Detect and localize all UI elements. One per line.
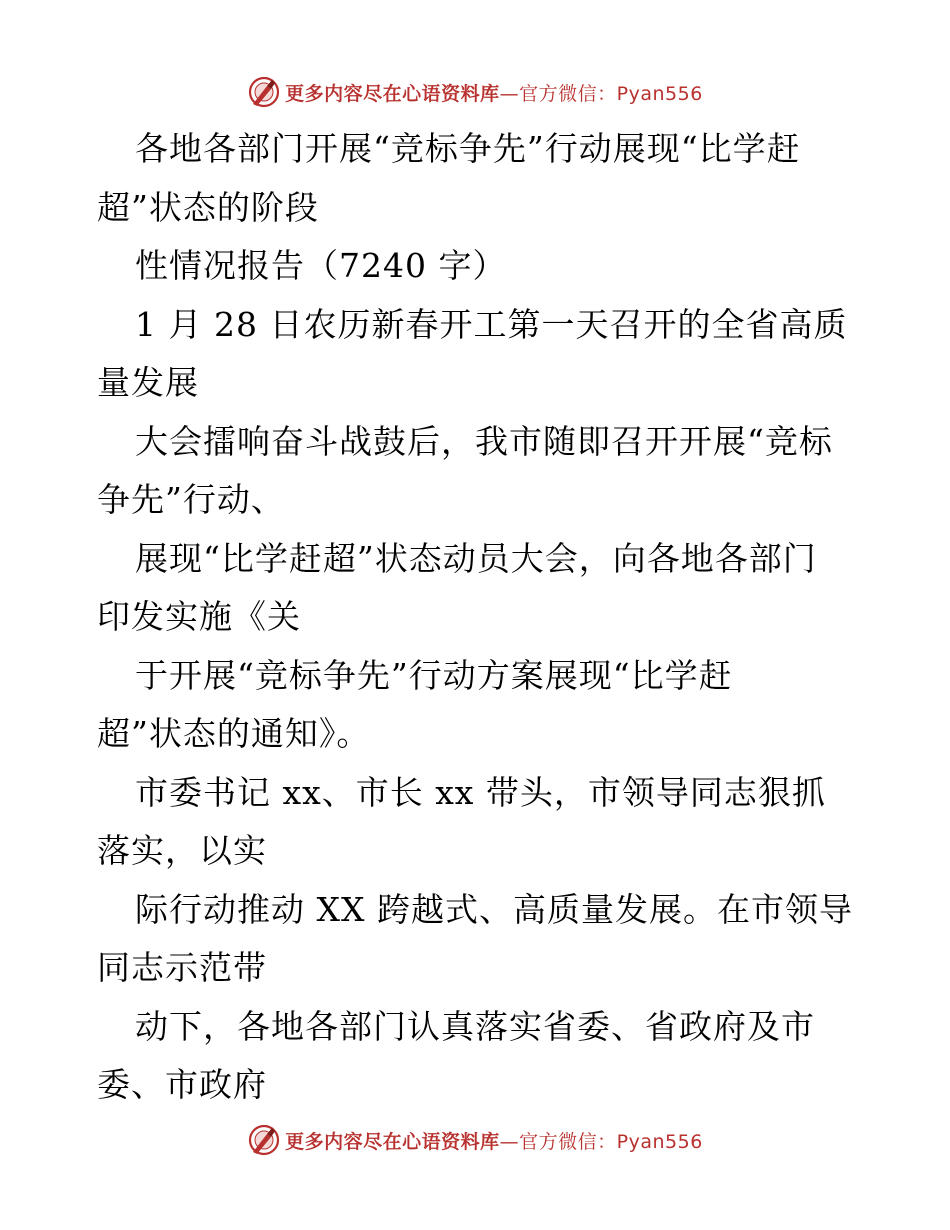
watermark-text: 更多内容尽在心语资料库—官方微信：Pyan556 xyxy=(285,1130,703,1153)
text-line xyxy=(97,998,857,1057)
text-line xyxy=(97,764,857,823)
line-text: 1 月 28 日农历新春开工第一天召开的全省高质 xyxy=(135,304,848,344)
line-text: 各地各部门开展“竞标争先”行动展现“比学赶 xyxy=(135,129,801,168)
line-text: 同志示范带 xyxy=(97,948,267,987)
text-line xyxy=(97,822,857,881)
watermark-text: 更多内容尽在心语资料库—官方微信：Pyan556 xyxy=(285,82,703,105)
line-text: 动下，各地各部门认真落实省委、省政府及市 xyxy=(135,1006,815,1046)
text-line xyxy=(97,530,857,589)
document-body xyxy=(97,120,857,1115)
text-line xyxy=(97,179,857,238)
line-text: 超”状态的阶段 xyxy=(97,187,319,227)
pen-seal-logo-icon xyxy=(247,1123,281,1157)
text-line xyxy=(97,1056,857,1115)
line-text: 印发实施《关 xyxy=(97,597,301,636)
line-text: 市委书记 xx、市长 xx 带头，市领导同志狠抓 xyxy=(135,772,826,812)
line-text: 大会擂响奋斗战鼓后，我市随即召开开展“竞标 xyxy=(135,421,833,461)
line-text: 性情况报告（7240 字） xyxy=(135,246,507,285)
line-text: 量发展 xyxy=(97,363,199,402)
footer-watermark xyxy=(0,1120,950,1160)
line-text: 超”状态的通知》。 xyxy=(97,714,371,753)
text-line xyxy=(97,120,857,179)
text-line xyxy=(97,939,857,998)
text-line xyxy=(97,647,857,706)
text-line xyxy=(97,237,857,296)
pen-seal-logo-icon xyxy=(247,75,281,109)
line-text: 委、市政府 xyxy=(97,1065,267,1104)
text-line xyxy=(97,354,857,413)
line-text: 落实，以实 xyxy=(97,831,267,870)
header-watermark xyxy=(0,72,950,112)
text-line xyxy=(97,296,857,355)
text-line xyxy=(97,471,857,530)
text-line xyxy=(97,705,857,764)
line-text: 争先”行动、 xyxy=(97,480,285,519)
line-text: 展现“比学赶超”状态动员大会，向各地各部门 xyxy=(135,538,817,578)
text-line xyxy=(97,588,857,647)
text-line xyxy=(97,413,857,472)
text-line xyxy=(97,881,857,940)
line-text: 际行动推动 XX 跨越式、高质量发展。在市领导 xyxy=(135,889,853,929)
line-text: 于开展“竞标争先”行动方案展现“比学赶 xyxy=(135,655,733,695)
